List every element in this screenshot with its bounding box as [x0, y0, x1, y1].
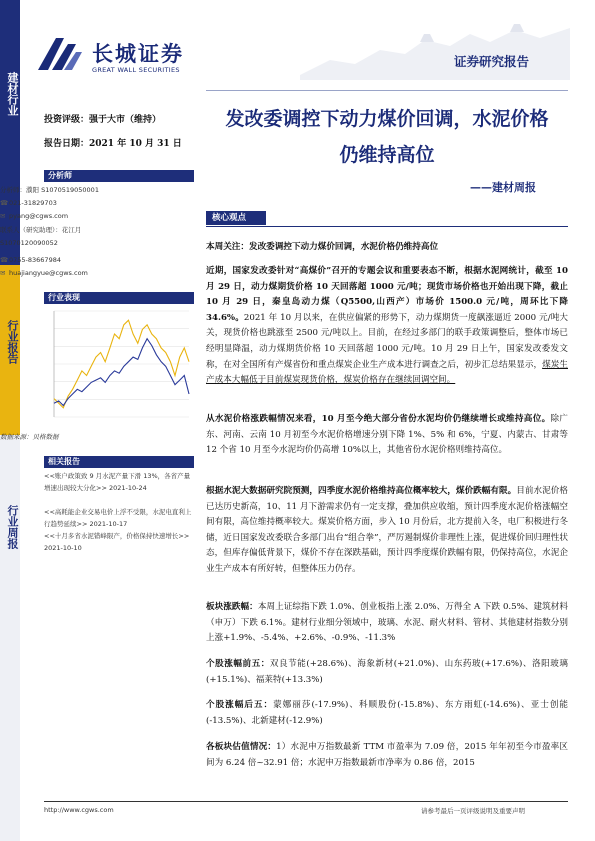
- contact-name: 联系人（研究助理）：花江月: [0, 226, 82, 234]
- footer-disclaimer: 请参考最后一页评级说明及重要声明: [421, 807, 525, 815]
- strip-label-report: 行业报告: [6, 320, 19, 364]
- footer-divider: [44, 801, 568, 802]
- phone-icon: ☎: [0, 256, 9, 264]
- logo-text: 长城证券: [92, 41, 184, 66]
- analyst-section-header: 分析师: [44, 170, 194, 182]
- series-line-2: [54, 339, 189, 406]
- coal-paragraph: 近期，国家发改委针对“高煤价”召开的专题会议和重要表态不断，根据水泥网统计，截至 10 月 29 日，动力煤期货价格 10 天回落超 1000 元/吨；现货市场价格也开始出现下降，截止 10 月 29 日，秦皇岛动力煤（Q5500,山西产）市场价 1500.0 元/吨，周环比下降 34.6%。2021 年 10 月以来，在供应偏紧的形势下，动力煤期货一度飙涨逼近 2000 元/吨大关，现货价格也跳涨至 2500 元/吨以上。目前，在经过多部门的联手政策调整后，整体市场已经明显降温，动力煤期货价格 10 天回落超 1000 元/吨。10 月 29 日上午，国家发改委发文称，在对全国所有产煤省份和重点煤炭企业生产成本进行调查之后，初步汇总结果显示，煤炭生产成本大幅低于目前煤炭现货价格，煤炭价格存在继续回调空间。: [206, 266, 568, 386]
- sector-change-paragraph: 板块涨跌幅：本周上证综指下跌 1.0%、创业板指上涨 2.0%、万得全 A 下跌 0.5%、建筑材料（申万）下跌 6.1%。建材行业细分领域中，玻璃、水泥、耐火材料、管材、其他建材指数分别上涨+1.9%、-5.4%、+2.6%、-0.9%、-11.3%: [206, 602, 568, 644]
- valuation-paragraph: 各板块估值情况：1）水泥申万指数最新 TTM 市盈率为 7.09 倍，2015 年年初至今市盈率区间为 6.24 倍~32.91 倍；水泥申万指数最新市净率为 0.86 倍，2015: [206, 742, 568, 768]
- contact-email[interactable]: ✉ huajiangyue@cgws.com: [0, 269, 88, 277]
- footer-website[interactable]: http://www.cgws.com: [44, 806, 114, 814]
- strip-label-industry: 建材行业: [6, 72, 19, 116]
- chart-source: 数据来源：贝格数据: [0, 433, 59, 441]
- strip-grey: [0, 435, 20, 841]
- great-wall-watermark: [300, 20, 570, 80]
- analyst-name: 分析师：濮阳 S1070519050001: [0, 186, 99, 194]
- forecast-paragraph: 根据水泥大数据研究院预测，四季度水泥价格维持高位概率较大，煤价跌幅有限。目前水泥价格已达历史新高，10、11 月下游需求仍有一定支撑，叠加供应收缩，预计四季度水泥价格涨幅空间有限，高位维持概率较大。煤炭价格方面，步入 10 月份后，北方提前入冬，电厂积极进行冬储，近日国家发改委联合多部门出台“组合拳”，严厉遏制煤价非理性上涨，促进煤价回归理性状态，但库存偏低背景下，煤价不存在深跌基础，预计四季度煤价跌幅有限，仍保持高位，水泥企业生产成本有所好转，但整体压力仍存。: [206, 486, 568, 574]
- rating: 投资评级：强于大市（维持）: [44, 115, 162, 125]
- contact-phone: ☎0755-83667984: [0, 256, 61, 264]
- related-report-1[interactable]: <<账户政策致 9 月水泥产量下滑 13%，各省产量增速出现较大分化>> 2021-10-24: [44, 472, 191, 492]
- performance-section-header: 行业表现: [44, 292, 194, 304]
- related-section-header: 相关报告: [44, 456, 194, 468]
- report-title-line1: 发改委调控下动力煤价回调，水泥价格: [225, 108, 549, 130]
- related-report-3[interactable]: <<十月多省水泥错峰限产，价格保持快速增长>> 2021-10-10: [44, 532, 190, 552]
- report-title-line2: 仍维持高位: [339, 144, 435, 166]
- top-losers-paragraph: 个股涨幅后五：蒙娜丽莎(-17.9%)、科顺股份(-15.8%)、东方雨虹(-14.6%)、亚士创能(-13.5%)、北新建材(-12.9%): [206, 700, 568, 726]
- email-icon: ✉: [0, 212, 6, 220]
- logo-icon: [34, 34, 82, 74]
- report-subtitle: ——建材周报: [470, 181, 536, 194]
- cement-price-paragraph: 从水泥价格涨跌幅情况来看，10 月至今绝大部分省份水泥均价仍继续增长或维持高位。除广东、河南、云南 10 月初至今水泥价格增速分别下降 1%、5% 和 6%，宁夏、内蒙古、甘肃等 12 个省 10 月至今水泥均价仍高增 10%以上，其他省份水泥价格则维持高位。: [206, 414, 568, 456]
- focus-paragraph: 本周关注：发改委调控下动力煤价回调，水泥价格仍维持高位: [206, 242, 439, 252]
- core-view-header: 核心观点: [206, 211, 266, 225]
- analyst-email[interactable]: ✉ pyang@cgws.com: [0, 212, 69, 220]
- strip-label-weekly: 行业周报: [6, 505, 19, 549]
- email-icon: ✉: [0, 269, 6, 277]
- phone-icon: ☎: [0, 199, 9, 207]
- analyst-phone: ☎021-31829703: [0, 199, 57, 207]
- industry-performance-chart: [44, 305, 194, 427]
- contact-id: S1070120090052: [0, 239, 58, 247]
- logo-english: GREAT WALL SECURITIES: [92, 66, 180, 74]
- report-type: 证券研究报告: [454, 54, 530, 69]
- top-gainers-paragraph: 个股涨幅前五：双良节能(+28.6%)、海象新材(+21.0%)、山东药玻(+17.6%)、洛阳玻璃(+15.1%)、福莱特(+13.3%): [206, 659, 568, 685]
- related-report-2[interactable]: <<高耗能企业交易电价上浮不受限，水泥电直利上行趋势延续>> 2021-10-17: [44, 508, 192, 528]
- header-divider: [206, 90, 568, 91]
- report-date: 报告日期：2021 年 10 月 31 日: [44, 139, 182, 149]
